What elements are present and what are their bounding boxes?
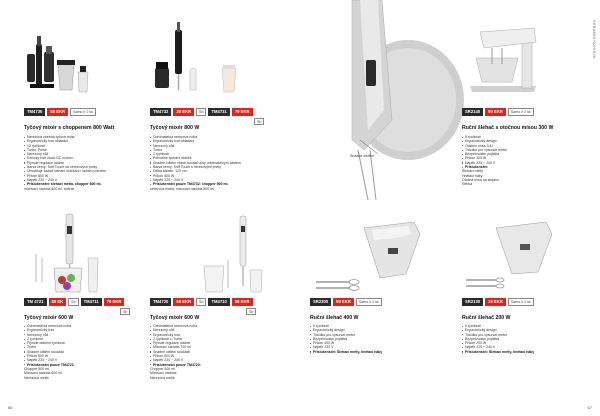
feature-item: Mixovací nádoba [150, 371, 177, 376]
feature-item: Napětí 220 ~ 240 V [24, 358, 174, 362]
feature-item: Nerezová metla [24, 375, 49, 380]
blender-kit-white-image [150, 208, 288, 298]
stand-mixer-image [462, 8, 582, 98]
feature-item: Ergonomický tvar ukládání [150, 139, 300, 143]
feature-item: Odnímatelná nerezová noha [24, 324, 174, 328]
feature-item: Bezpečnostní pojistka [462, 337, 600, 341]
feature-item: Bezpečnostní pojistka [310, 337, 460, 341]
product-code: SR2300 [310, 298, 331, 306]
availability-tag-alt: Sb [246, 308, 256, 315]
feature-item: Příkon 200 W [462, 341, 600, 345]
feature-item: Kónicky tvar okolo DC motoru [24, 156, 174, 160]
feature-item: Příslušenství: Šlehací metly, hnětací háky [462, 350, 600, 354]
feature-item: Napětí 220 ~ 240 V [150, 358, 300, 362]
feature-item: Příkon 800 W [150, 174, 300, 178]
product-code-alt: TM4731 [208, 108, 229, 116]
product-code: TM 4721 [24, 298, 47, 306]
product-code: TM4732 [150, 108, 171, 116]
feature-item: Ergonomický design [462, 328, 600, 332]
feature-item: Příslušenství pouze TM4720: [150, 363, 300, 367]
feature-item: Tlačítko pro vysunutí metel [462, 148, 600, 152]
availability-tag: Samo ir 2 kk [508, 108, 534, 116]
price-badge: 59 EKR [485, 108, 506, 116]
feature-item: Stěrka [462, 182, 473, 187]
feature-item: Napětí 220 ~ 240 V [24, 178, 174, 182]
blender-image [150, 8, 288, 108]
availability-tag-alt: Sb [120, 308, 130, 315]
feature-item: Napětí 230 V [310, 345, 460, 349]
feature-item: Snadné čištění všech kousků díky odnímatelným částem [150, 161, 300, 165]
feature-item: Ergonomický design [310, 328, 460, 332]
feature-item: Otáčecí mísa 3,4 l [462, 144, 600, 148]
feature-list [150, 324, 300, 380]
product-code-alt: TM4710 [208, 298, 229, 306]
page-number-left: 66 [8, 405, 13, 410]
availability-tag: Sb [196, 108, 206, 116]
blender-kit-image [24, 208, 162, 298]
feature-item: Napětí 220 ~ 240 V [462, 345, 600, 349]
feature-list [462, 324, 600, 354]
feature-item: Chopper 500 ml [150, 366, 175, 371]
product-code: SR2140 [462, 108, 483, 116]
feature-item: Příkon 800 W [24, 174, 174, 178]
feature-item: Ergonomický tvar ukládání [24, 139, 174, 143]
feature-item: Nerezová ohebná tyčová noha [24, 135, 174, 139]
feature-item: Mixovací nádoba 600 ml [24, 371, 62, 376]
feature-item: Turbo [150, 148, 300, 152]
feature-item: Tlačítko pro vysunutí metel [310, 333, 460, 337]
price-badge-alt: 79 EKR [104, 298, 125, 306]
feature-item: 2 rychlosti [150, 152, 300, 156]
feature-item: Umožňuje každá šlehání mačkání i sekání potravin [24, 169, 174, 173]
feature-item: Otočná mísa na stojanu [462, 177, 499, 182]
feature-item: Příslušenství pouze TM4732: chopper 500 ml, [150, 182, 300, 186]
feature-item: Příkon 400 W [310, 341, 460, 345]
feature-item: Plynulé regulace otáček [150, 341, 300, 345]
feature-item: 2 rychlosti i / Turbo [150, 337, 300, 341]
feature-list [310, 324, 460, 354]
feature-item: nerezová metla, mixovací nádoba 800 ml [150, 186, 214, 191]
feature-item: Příslušenství pouze TM4721: [24, 363, 174, 367]
feature-item: Příslušenství: šlehací metla, chopper 800 ml, [24, 182, 174, 186]
product-title: Tyčový mixér 600 W [150, 315, 200, 321]
product-title: Tyčový mixér 600 W [24, 315, 74, 321]
product-title: Tyčový mixér s choppenem 800 Watt [24, 125, 115, 131]
feature-item: Příkon 300 W [462, 156, 600, 160]
price-badge: 59 EKR [47, 108, 68, 116]
feature-item: Tlačítko pro vysunutí metel [462, 333, 600, 337]
availability-tag: Samo ir 2 kk [70, 108, 96, 116]
section-label: KERAMIA KUHINJA [592, 20, 596, 59]
price-badge: 59 EKR [333, 298, 354, 306]
feature-item: Nerezová metla [150, 375, 175, 380]
feature-item: Napětí 220 ~ 240 V [150, 178, 300, 182]
feature-item: Ergonomický design [462, 139, 600, 143]
feature-item: Ergonomický tvar [150, 333, 300, 337]
feature-item: Odnímatelná nerezová noha [150, 324, 300, 328]
feature-item: Nerezový nůž [150, 144, 300, 148]
product-title: Tyčový mixér 800 W [150, 125, 200, 131]
product-code: TM4735 [24, 108, 45, 116]
product-title: Ruční šlehač 400 W [310, 315, 359, 321]
feature-item: Turbo [24, 345, 174, 349]
mixer-closeup-image [322, 0, 450, 200]
feature-item: Mixovací nádoba 700 ml [150, 345, 300, 349]
feature-item: Napětí 220 ~ 240 V [462, 161, 600, 165]
feature-item: Ergonomický tvar [24, 328, 174, 332]
feature-item: 2 rychlosti [24, 337, 174, 341]
feature-item: Příkon 600 W [150, 354, 300, 358]
feature-item: Snadné čištění součástí [150, 350, 300, 354]
product-code: SR2130 [462, 298, 483, 306]
price-badge: 69 EKR [173, 298, 194, 306]
callout-text: Snadné čištění [350, 154, 374, 158]
product-code-alt: TM4711 [81, 298, 102, 306]
price-badge: 89 EK [49, 298, 67, 306]
feature-item: Chopper 500 ml [24, 366, 49, 371]
availability-tag: Samo ir 2 kk [508, 298, 534, 306]
feature-item: Turbo, Pulse [24, 148, 174, 152]
price-badge: 39 EKR [485, 298, 506, 306]
product-title: Ruční šlehač s otočnou mísou 300 W [462, 125, 554, 131]
product-code: TM4720 [150, 298, 171, 306]
availability-tag-alt: Sb [254, 118, 264, 125]
feature-item: Barva černý: Soft Touch na nerezových prvky [24, 165, 174, 169]
feature-item: Nerezový nůž [24, 333, 174, 337]
feature-item: mixovací nádoba 800 ml, sběrač [24, 186, 75, 191]
feature-item: Snadné čištění součástí [24, 350, 174, 354]
feature-item: 5 rychlostí [462, 324, 600, 328]
feature-item: Barva černý: Soft Touch s nerezovými prvky [150, 165, 300, 169]
feature-item: Délka kabelu: 120 cm [150, 169, 300, 173]
feature-item: Hnětací háky [462, 173, 483, 178]
availability-tag: Sb [68, 298, 78, 306]
product-title: Ruční šlehač 200 W [462, 315, 511, 321]
feature-list [462, 135, 600, 187]
feature-item: Pohodlné spínání otáček [150, 156, 300, 160]
feature-item: Odnímatelná nerezová noha [150, 135, 300, 139]
feature-item: Příslušenství: [462, 165, 600, 169]
feature-item: Plynulé otáčení rychlostí [24, 341, 174, 345]
feature-item: Příkon 600 W [24, 354, 174, 358]
price-badge: 39 EKR [173, 108, 194, 116]
feature-item: 5 rychlostí [462, 135, 600, 139]
feature-item: 12 rychlostí [24, 144, 174, 148]
feature-list [150, 135, 300, 191]
availability-tag: Sb [196, 298, 206, 306]
feature-item: Bezpečnostní pojistka [462, 152, 600, 156]
feature-item: 5 rychlostí [310, 324, 460, 328]
price-badge-alt: 59 EKR [232, 298, 253, 306]
feature-item: Příslušenství: Šlehací metly, hnětací háky [310, 350, 460, 354]
feature-item: Nerezový nůž [150, 328, 300, 332]
blender-set-image [24, 8, 162, 108]
feature-item: Nerezový nůž [24, 152, 174, 156]
hand-mixer-small-image [462, 208, 582, 298]
feature-item: Šlehací metly [462, 169, 484, 174]
page-number-right: 67 [587, 405, 592, 410]
hand-mixer-image [310, 208, 448, 298]
availability-tag: Samo ir 2 kk [356, 298, 382, 306]
price-badge-alt: 79 EKR [232, 108, 253, 116]
feature-item: Plynulé regulace otáček [24, 161, 174, 165]
